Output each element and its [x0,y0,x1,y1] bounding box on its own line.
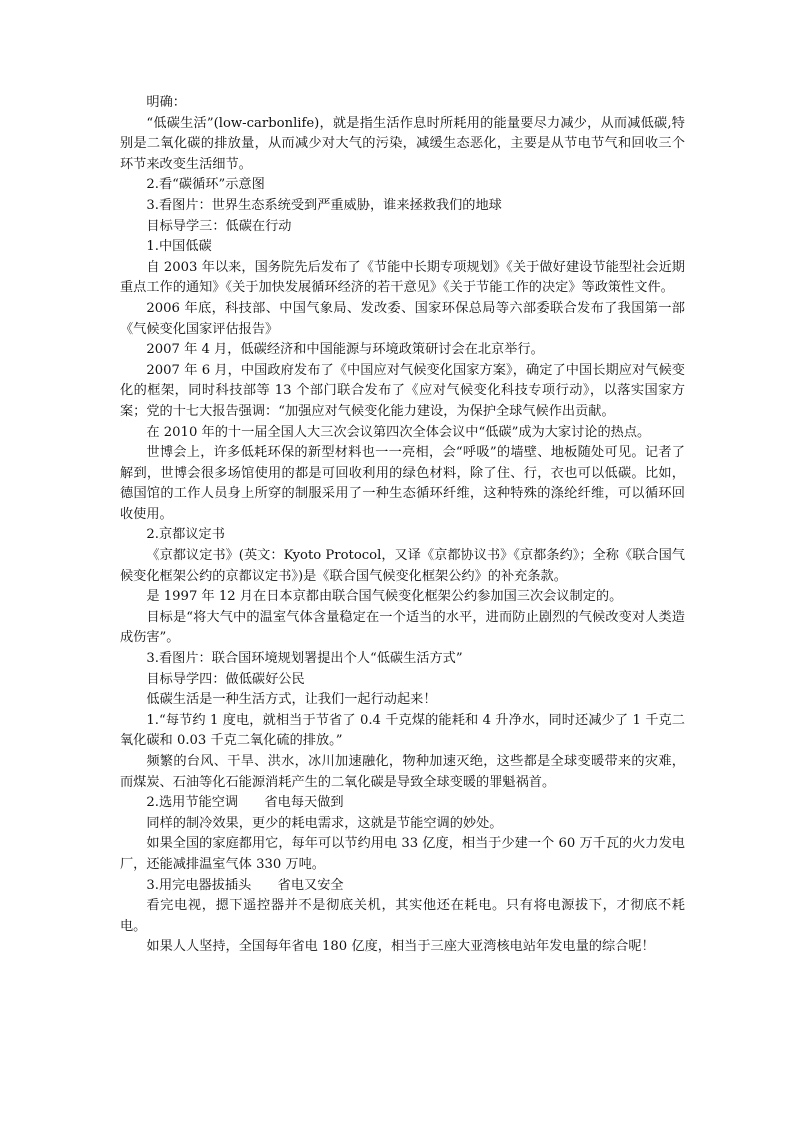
document-body [120,93,685,958]
text-paragraph: 2007 年 4 月，低碳经济和中国能源与环境政策研讨会在北京举行。 [146,342,544,358]
text-paragraph: 目标是“将大气中的温室气体含量稳定在一个适当的水平，进而防止剧烈的气候改变对人类造成伤害”。 [120,609,685,646]
section-heading: 目标导学四：做低碳好公民 [146,671,305,687]
text-paragraph: 是 1997 年 12 月在日本京都由联合国气候变化框架公约参加国三次会议制定的。 [146,589,623,605]
text-paragraph: 3.看图片：联合国环境规划署提出个人“低碳生活方式” [146,651,463,667]
subsection-heading: 2.京都议定书 [146,527,225,543]
text-paragraph: 同样的制冷效果，更少的耗电需求，这就是节能空调的妙处。 [146,815,503,831]
text-paragraph: 2006 年底，科技部、中国气象局、发改委、国家环保总局等六部委联合发布了我国第一部《气候变化国家评估报告》 [120,300,685,337]
text-paragraph: 自 2003 年以来，国务院先后发布了《节能中长期专项规划》《关于做好建设节能型社会近期重点工作的通知》《关于加快发展循环经济的若干意见》《关于节能工作的决定》等政策性文件。 [120,259,685,296]
text-paragraph: 2.看“碳循环”示意图 [146,177,265,193]
section-heading: 目标导学三：低碳在行动 [146,218,292,234]
text-paragraph: “低碳生活”(low-carbonlife)，就是指生活作息时所耗用的能量要尽力减少，从而减低碳,特别是二氧化碳的排放量，从而减少对大气的污染，减缓生态恶化，主要是从节电节气和回收三个环节来改变生活细节。 [120,115,685,172]
text-paragraph: 低碳生活是一种生活方式，让我们一起行动起来！ [146,692,437,708]
subsection-heading: 1.中国低碳 [146,239,212,255]
subsection-heading: 3.用完电器拔插头 省电又安全 [146,877,344,893]
text-paragraph: 看完电视，摁下遥控器并不是彻底关机，其实他还在耗电。只有将电源拔下，才彻底不耗电。 [120,898,685,934]
text-paragraph: 如果全国的家庭都用它，每年可以节约用电 33 亿度，相当于少建一个 60 万千瓦的火力发电厂，还能减排温室气体 330 万吨。 [120,836,685,872]
text-paragraph: 2007 年 6 月，中国政府发布了《中国应对气候变化国家方案》，确定了中国长期应对气候变化的框架，同时科技部等 13 个部门联合发布了《应对气候变化科技专项行动》，以落实国家方案；党的十七大报告强调：“加强应对气候变化能力建设，为保护全球气候作出贡献。 [120,362,685,419]
text-paragraph: 明确： [146,95,186,110]
subsection-heading: 2.选用节能空调 省电每天做到 [146,795,344,811]
text-paragraph: 在 2010 年的十一届全国人大三次会议第四次全体会议中“低碳”成为大家讨论的热点。 [146,424,651,440]
text-paragraph: 《京都议定书》(英文：Kyoto Protocol，又译《京都协议书》《京都条约》；全称《联合国气候变化框架公约的京都议定书》)是《联合国气候变化框架公约》的补充条款。 [120,548,685,584]
text-paragraph: 如果人人坚持，全国每年省电 180 亿度，相当于三座大亚湾核电站年发电量的综合呢！ [146,939,655,955]
text-paragraph: 世博会上，许多低耗环保的新型材料也一一亮相，会“呼吸”的墙壁、地板随处可见。记者了解到，世博会很多场馆使用的都是可回收利用的绿色材料，除了住、行，衣也可以低碳。比如，德国馆的工作人员身上所穿的制服采用了一种生态循环纤维，这种特殊的涤纶纤维，可以循环回收使用。 [120,445,685,522]
text-paragraph: 频繁的台风、干旱、洪水，冰川加速融化，物种加速灭绝，这些都是全球变暖带来的灾难，而煤炭、石油等化石能源消耗产生的二氧化碳是导致全球变暖的罪魁祸首。 [120,754,685,790]
text-paragraph: 1.“每节约 1 度电，就相当于节省了 0.4 千克煤的能耗和 4 升净水，同时还减少了 1 千克二氧化碳和 0.03 千克二氧化硫的排放。” [120,712,685,749]
text-paragraph: 3.看图片：世界生态系统受到严重威胁，谁来拯救我们的地球 [146,197,502,213]
